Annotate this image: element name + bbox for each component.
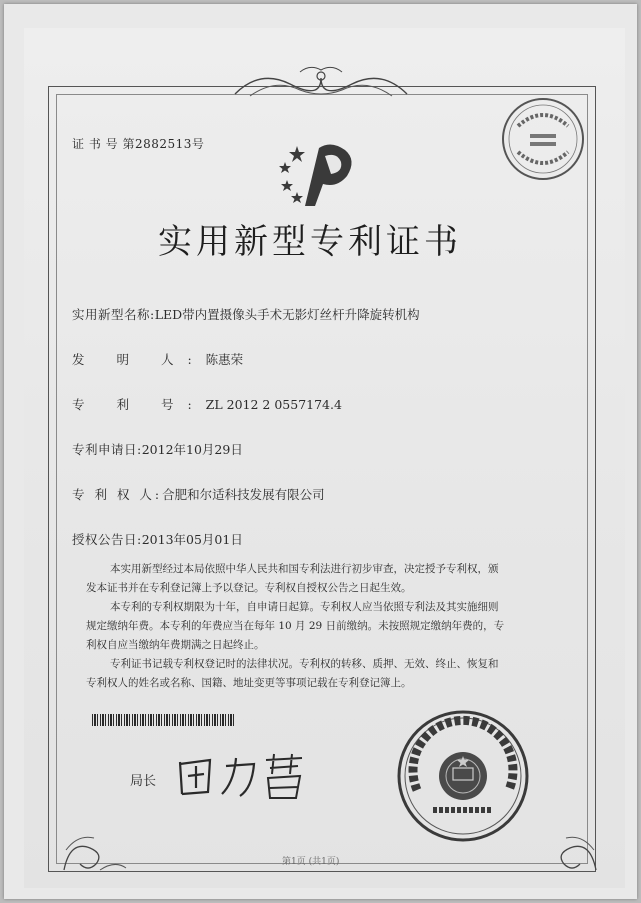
field-utility-name-value: LED带内置摄像头手术无影灯丝杆升降旋转机构 [154, 307, 420, 322]
field-patent-number-label: 专 利 号: [72, 397, 206, 412]
body-paragraph-1-line-1: 本实用新型经过本局依照中华人民共和国专利法进行初步审查，决定授予专利权，颁 [110, 563, 499, 575]
field-patentee-label: 专 利 权 人: [72, 487, 163, 502]
field-filing-date-value: 2012年10月29日 [141, 442, 243, 457]
field-utility-name-label: 实用新型名称: [72, 307, 155, 322]
border-ornament-bottom-right [540, 820, 600, 876]
field-patent-number-value: ZL 2012 2 0557174.4 [205, 397, 342, 412]
field-utility-name [72, 305, 420, 323]
page-number: 第1页 (共1页) [282, 857, 340, 867]
field-filing-date [72, 440, 243, 458]
agency-stamp [500, 96, 586, 182]
field-grant-date-label: 授权公告日: [72, 532, 142, 547]
field-patentee [72, 485, 325, 503]
border-ornament-top [230, 64, 412, 104]
barcode [92, 714, 234, 726]
certificate-number: 证 书 号 第2882513号 [72, 137, 205, 151]
field-inventor-value: 陈惠荣 [205, 352, 244, 367]
director-label: 局长 [130, 774, 157, 789]
body-paragraph-2-line-3: 利权自应当缴纳年费期满之日起终止。 [86, 639, 265, 651]
field-grant-date-value: 2013年05月01日 [141, 532, 243, 547]
field-grant-date [72, 530, 243, 548]
certificate-title: 实用新型专利证书 [158, 222, 462, 262]
body-paragraph-2-line-2: 规定缴纳年费。本专利的年费应当在每年 10 月 29 日前缴纳。未按照规定缴纳年费的，专 [86, 620, 505, 632]
field-filing-date-label: 专利申请日: [72, 442, 142, 457]
body-paragraph-1-line-2: 发本证书并在专利登记簿上予以登记。专利权自授权公告之日起生效。 [86, 582, 412, 594]
patent-office-logo-icon [275, 128, 367, 210]
field-patentee-value: 合肥和尔适科技发展有限公司 [162, 487, 325, 502]
field-inventor-label: 发 明 人: [72, 352, 206, 367]
field-patent-number [72, 395, 342, 413]
national-seal [393, 706, 533, 846]
body-paragraph-3-line-1: 专利证书记载专利权登记时的法律状况。专利权的转移、质押、无效、终止、恢复和 [110, 658, 499, 670]
body-paragraph-3-line-2: 专利权人的姓名或名称、国籍、地址变更等事项记载在专利登记簿上。 [86, 677, 412, 689]
field-inventor [72, 350, 243, 368]
body-paragraph-2-line-1: 本专利的专利权期限为十年，自申请日起算。专利权人应当依照专利法及其实施细则 [110, 601, 499, 613]
director-signature [170, 748, 320, 804]
border-ornament-bottom-left [60, 820, 130, 876]
